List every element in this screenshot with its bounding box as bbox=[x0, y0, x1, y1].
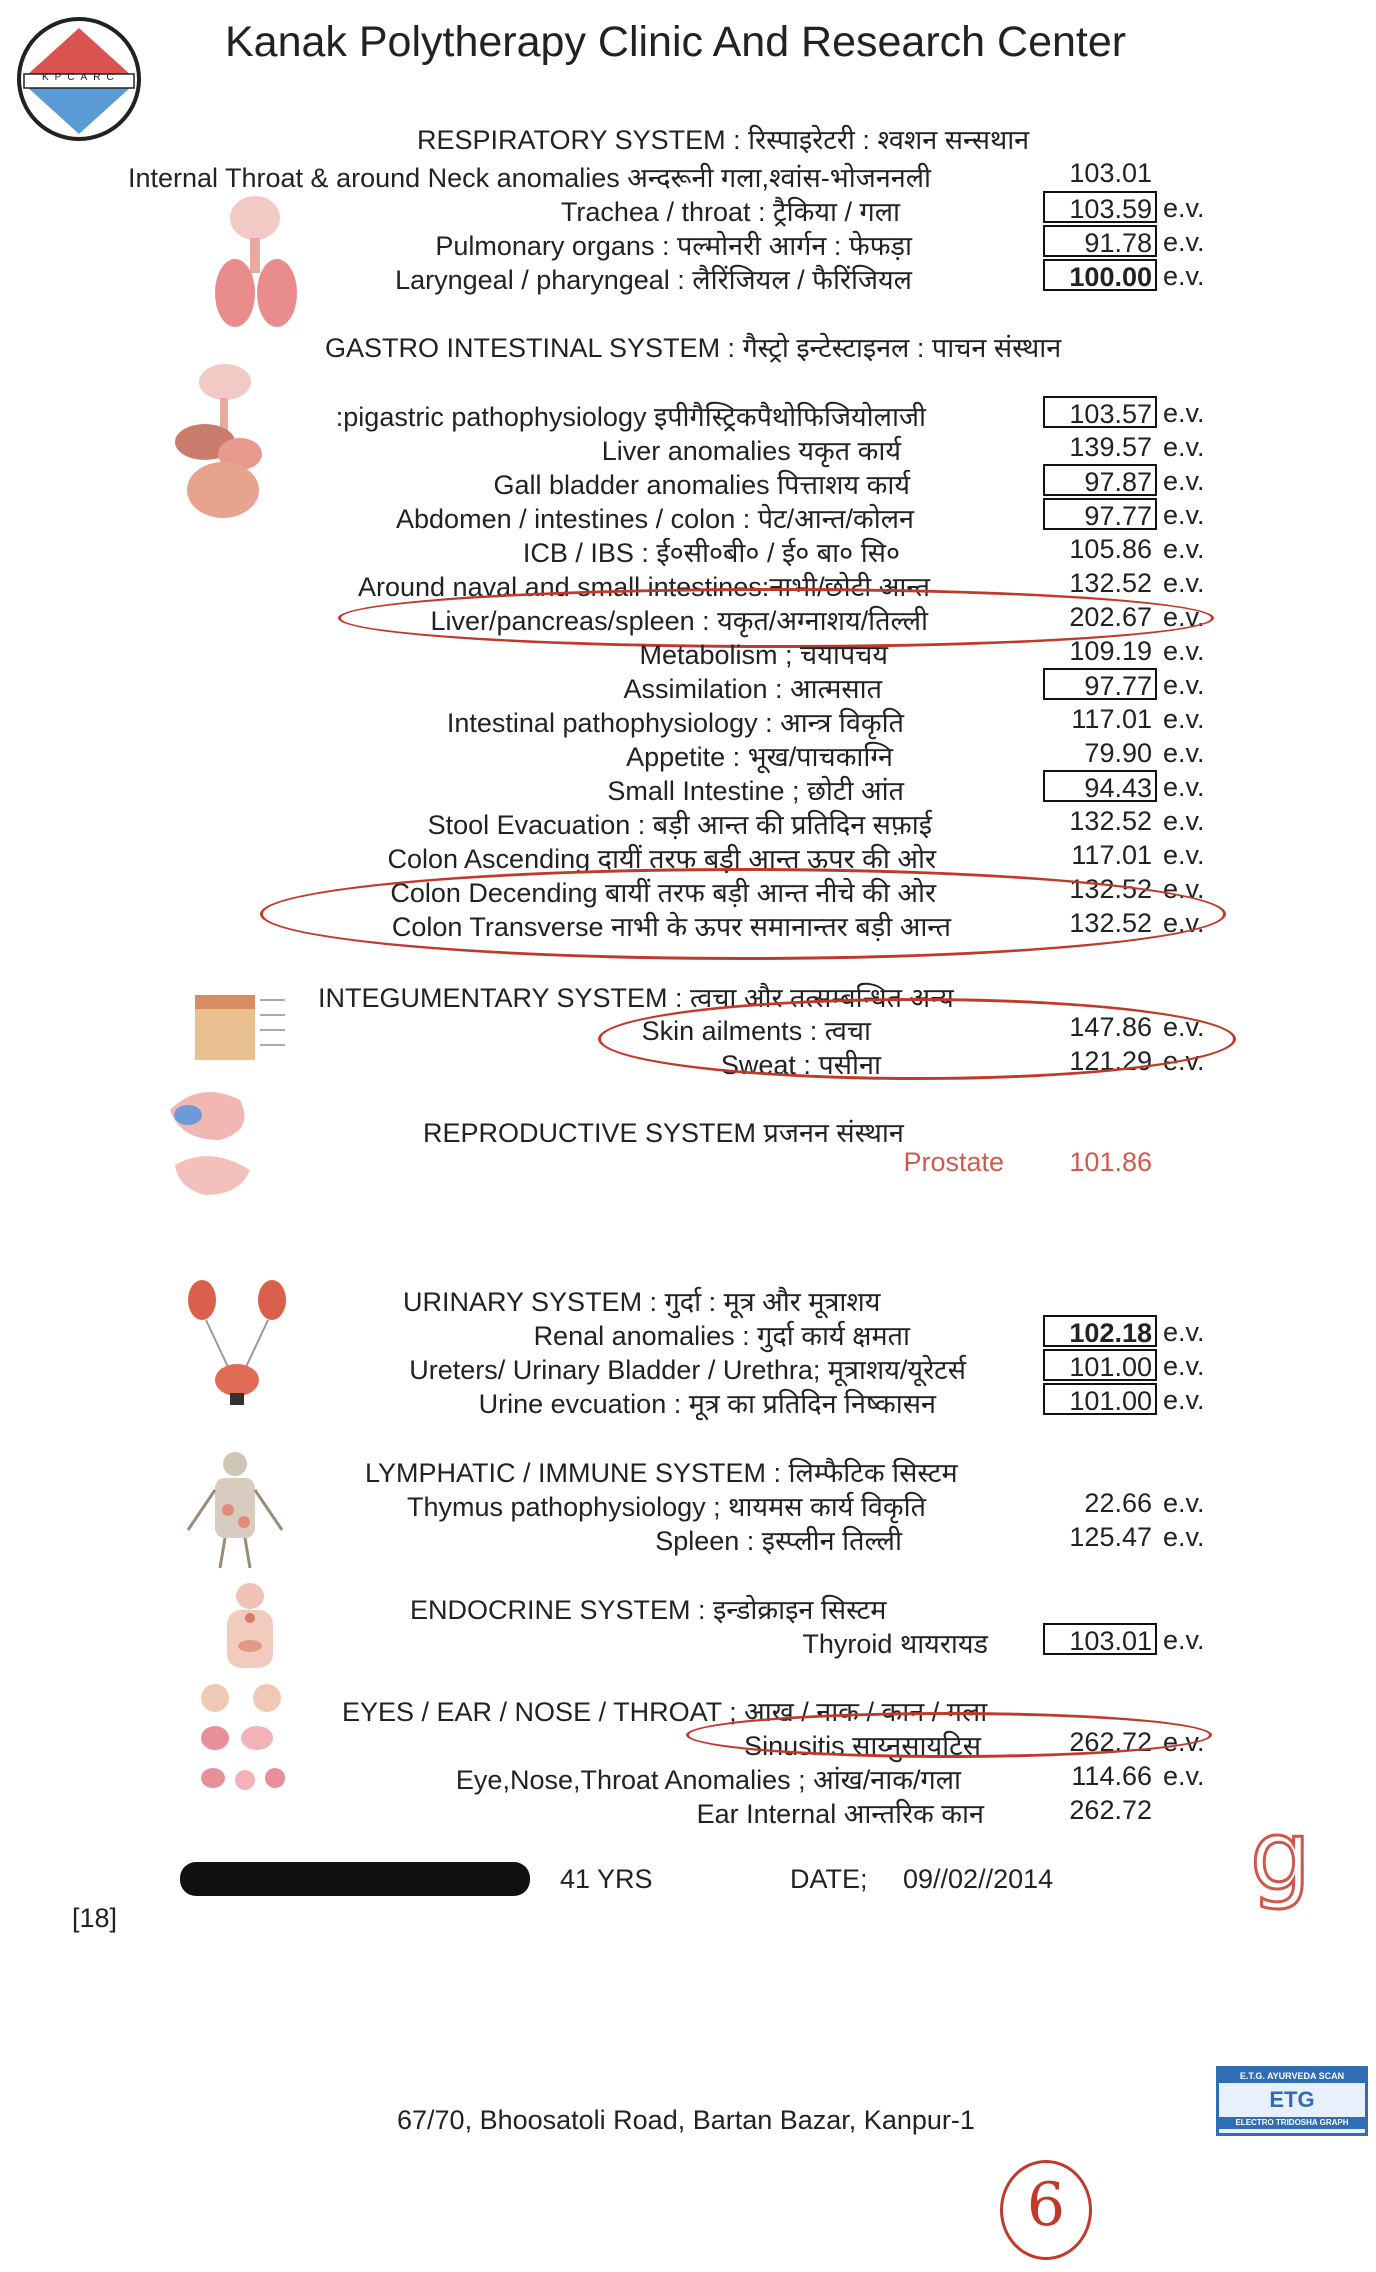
resp-row-label: Trachea / throat : ट्रैकिया / गला bbox=[560, 197, 900, 227]
ent-row-label: Ear Internal आन्तरिक कान bbox=[696, 1799, 984, 1829]
gi-row-value: 132.52 bbox=[1069, 806, 1152, 836]
gi-row-value: 105.86 bbox=[1069, 534, 1152, 564]
resp-row-unit: e.v. bbox=[1163, 227, 1205, 257]
resp-row-label: Laryngeal / pharyngeal : लैरिंजियल / फैरिंजियल bbox=[395, 265, 912, 295]
red-circle-annotation bbox=[598, 998, 1236, 1080]
reproductive-row-label: Prostate bbox=[903, 1147, 1004, 1177]
gi-row-unit: e.v. bbox=[1163, 772, 1205, 802]
gi-row-label: Gall bladder anomalies पित्ताशय कार्य bbox=[493, 470, 910, 500]
gi-row-value: 103.57 bbox=[1043, 396, 1157, 428]
urinary-row-unit: e.v. bbox=[1163, 1317, 1205, 1347]
clinic-address: 67/70, Bhoosatoli Road, Bartan Bazar, Kanpur-1 bbox=[397, 2105, 975, 2135]
skin-row-value: 147.86 bbox=[1069, 1012, 1152, 1042]
gi-row-label: Stool Evacuation : बड़ी आन्त की प्रतिदिन सफ़ाई bbox=[427, 810, 932, 840]
gi-row-label: Colon Ascending दायीं तरफ बड़ी आन्त ऊपर की ओर bbox=[387, 844, 936, 874]
clinic-logo bbox=[14, 14, 144, 144]
urinary-row-label: Urine evcuation : मूत्र का प्रतिदिन निष्कासन bbox=[478, 1389, 936, 1419]
section-heading-reproductive: REPRODUCTIVE SYSTEM प्रजनन संस्थान bbox=[423, 1118, 904, 1148]
skin-anatomy-image bbox=[180, 980, 290, 1070]
gi-row-value: 97.87 bbox=[1043, 464, 1157, 496]
gi-row-unit: e.v. bbox=[1163, 874, 1205, 904]
ent-row-unit: e.v. bbox=[1163, 1727, 1205, 1757]
respiratory-anatomy-image bbox=[205, 193, 310, 333]
gi-row-label: Intestinal pathophysiology : आन्त्र विकृति bbox=[446, 708, 904, 738]
gi-row-value: 94.43 bbox=[1043, 770, 1157, 802]
gi-row-unit: e.v. bbox=[1163, 534, 1205, 564]
endocrine-row-label: Thyroid थायरायड bbox=[802, 1629, 988, 1659]
gi-row-unit: e.v. bbox=[1163, 840, 1205, 870]
section-heading-urinary: URINARY SYSTEM : गुर्दा : मूत्र और मूत्राशय bbox=[403, 1287, 881, 1317]
section-heading-integumentary: INTEGUMENTARY SYSTEM : त्वचा और तत्सम्बन्धित अन्य bbox=[318, 983, 954, 1013]
gi-row-value: 132.52 bbox=[1069, 568, 1152, 598]
section-heading-ent: EYES / EAR / NOSE / THROAT ; आख / नाक / कान / गला bbox=[342, 1697, 988, 1727]
ent-row-unit: e.v. bbox=[1163, 1761, 1205, 1791]
gi-row-value: 132.52 bbox=[1069, 874, 1152, 904]
handwritten-mark: g bbox=[1250, 1800, 1311, 1912]
lymphatic-anatomy-image bbox=[180, 1450, 290, 1570]
ent-row-value: 114.66 bbox=[1071, 1761, 1152, 1791]
gi-row-label: Metabolism ; चयापचय bbox=[639, 640, 888, 670]
urinary-row-value: 101.00 bbox=[1043, 1383, 1157, 1415]
skin-row-label: Sweat : पसीना bbox=[720, 1050, 881, 1080]
gi-row-label: Liver/pancreas/spleen : यकृत/अग्नाशय/तिल्ली bbox=[430, 606, 928, 636]
redacted-patient-name bbox=[180, 1862, 530, 1896]
etg-stamp-top: E.T.G. AYURVEDA SCAN bbox=[1219, 2069, 1365, 2083]
ent-anatomy-image bbox=[195, 1680, 290, 1798]
ent-row-value: 262.72 bbox=[1069, 1727, 1152, 1757]
gi-row-value: 202.67 bbox=[1069, 602, 1152, 632]
gi-row-unit: e.v. bbox=[1163, 636, 1205, 666]
digestive-anatomy-image bbox=[165, 362, 280, 522]
date-label: DATE; bbox=[790, 1864, 868, 1894]
lymphatic-row-unit: e.v. bbox=[1163, 1488, 1205, 1518]
urinary-anatomy-image bbox=[170, 1275, 300, 1410]
gi-row-label: :pigastric pathophysiology इपीगैस्ट्रिकपैथोफिजियोलाजी bbox=[335, 402, 926, 432]
gi-row-unit: e.v. bbox=[1163, 670, 1205, 700]
lymphatic-row-label: Thymus pathophysiology ; थायमस कार्य विकृति bbox=[407, 1492, 926, 1522]
urinary-row-value: 101.00 bbox=[1043, 1349, 1157, 1381]
gi-row-unit: e.v. bbox=[1163, 432, 1205, 462]
gi-row-label: Colon Decending बायीं तरफ बड़ी आन्त नीचे की ओर bbox=[390, 878, 936, 908]
endocrine-row-value: 103.01 bbox=[1043, 1623, 1157, 1655]
lymphatic-row-label: Spleen : इस्प्लीन तिल्ली bbox=[655, 1526, 902, 1556]
page-reference: [18] bbox=[72, 1903, 118, 1933]
urinary-row-label: Renal anomalies : गुर्दा कार्य क्षमता bbox=[533, 1321, 910, 1351]
gi-row-unit: e.v. bbox=[1163, 500, 1205, 530]
logo-text: KPCARC bbox=[42, 72, 120, 83]
gi-row-value: 132.52 bbox=[1069, 908, 1152, 938]
resp-row-label: Pulmonary organs : पल्मोनरी आर्गन : फेफड़ा bbox=[435, 231, 912, 261]
gi-row-label: Abdomen / intestines / colon : पेट/आन्त/कोलन bbox=[396, 504, 914, 534]
skin-row-value: 121.29 bbox=[1069, 1046, 1152, 1076]
gi-row-value: 97.77 bbox=[1043, 498, 1157, 530]
clinic-title: Kanak Polytherapy Clinic And Research Center bbox=[225, 18, 1127, 66]
urinary-row-unit: e.v. bbox=[1163, 1351, 1205, 1381]
section-heading-respiratory: RESPIRATORY SYSTEM : रिस्पाइरेटरी : श्वशन सन्सथान bbox=[417, 125, 1030, 155]
reproductive-anatomy-image bbox=[160, 1070, 275, 1200]
endocrine-row-unit: e.v. bbox=[1163, 1625, 1205, 1655]
section-heading-lymphatic: LYMPHATIC / IMMUNE SYSTEM : लिम्फैटिक सिस्टम bbox=[365, 1458, 958, 1488]
red-circle-annotation bbox=[260, 868, 1226, 960]
resp-row-value: 103.59 bbox=[1043, 191, 1157, 223]
gi-row-label: Colon Transverse नाभी के ऊपर समानान्तर बड़ी आन्त bbox=[391, 912, 951, 942]
gi-row-unit: e.v. bbox=[1163, 602, 1205, 632]
gi-row-label: Liver anomalies यकृत कार्य bbox=[601, 436, 901, 466]
section-heading-endocrine: ENDOCRINE SYSTEM : इन्डोक्राइन सिस्टम bbox=[410, 1595, 887, 1625]
gi-row-label: Small Intestine ; छोटी आंत bbox=[607, 776, 904, 806]
gi-row-unit: e.v. bbox=[1163, 704, 1205, 734]
gi-row-label: Around naval and small intestines:नाभी/छोटी आन्त bbox=[357, 572, 930, 602]
urinary-row-value: 102.18 bbox=[1043, 1315, 1157, 1347]
gi-row-unit: e.v. bbox=[1163, 466, 1205, 496]
handwritten-page-number-text: 6 bbox=[1026, 2170, 1066, 2240]
resp-row-value: 91.78 bbox=[1043, 225, 1157, 257]
ent-row-label: Sinusitis साय्नुसायटिस bbox=[744, 1731, 981, 1761]
gi-row-value: 79.90 bbox=[1084, 738, 1152, 768]
ent-row-value: 262.72 bbox=[1069, 1795, 1152, 1825]
ent-row-label: Eye,Nose,Throat Anomalies ; आंख/नाक/गला bbox=[455, 1765, 961, 1795]
resp-row-unit: e.v. bbox=[1163, 261, 1205, 291]
gi-row-label: Assimilation : आत्मसात bbox=[623, 674, 882, 704]
etg-stamp bbox=[1216, 2066, 1368, 2136]
lymphatic-row-value: 125.47 bbox=[1069, 1522, 1152, 1552]
skin-row-label: Skin ailments : त्वचा bbox=[641, 1016, 871, 1046]
gi-row-value: 117.01 bbox=[1071, 840, 1152, 870]
endocrine-anatomy-image bbox=[205, 1582, 295, 1672]
skin-row-unit: e.v. bbox=[1163, 1012, 1205, 1042]
skin-row-unit: e.v. bbox=[1163, 1046, 1205, 1076]
reproductive-row-value: 101.86 bbox=[1069, 1147, 1152, 1177]
gi-row-label: ICB / IBS : ई०सी०बी० / ई० बा० सि० bbox=[522, 538, 900, 568]
gi-row-unit: e.v. bbox=[1163, 738, 1205, 768]
lymphatic-row-unit: e.v. bbox=[1163, 1522, 1205, 1552]
section-heading-gastro: GASTRO INTESTINAL SYSTEM : गैस्ट्रो इन्टेस्टाइनल : पाचन संस्थान bbox=[325, 333, 1062, 363]
red-circle-annotation bbox=[686, 1712, 1212, 1758]
gi-row-unit: e.v. bbox=[1163, 908, 1205, 938]
resp-row-unit: e.v. bbox=[1163, 193, 1205, 223]
urinary-row-label: Ureters/ Urinary Bladder / Urethra; मूत्राशय/यूरेटर्स bbox=[409, 1355, 966, 1385]
resp-row-value: 100.00 bbox=[1043, 259, 1157, 291]
report-date: 09//02//2014 bbox=[903, 1864, 1054, 1894]
gi-row-value: 97.77 bbox=[1043, 668, 1157, 700]
gi-row-label: Appetite : भूख/पाचकाग्नि bbox=[626, 742, 893, 772]
urinary-row-unit: e.v. bbox=[1163, 1385, 1205, 1415]
lymphatic-row-value: 22.66 bbox=[1084, 1488, 1152, 1518]
etg-stamp-mid: ETG bbox=[1269, 2087, 1315, 2112]
gi-row-unit: e.v. bbox=[1163, 398, 1205, 428]
gi-row-unit: e.v. bbox=[1163, 568, 1205, 598]
resp-row-value: 103.01 bbox=[1069, 158, 1152, 188]
resp-row-label: Internal Throat & around Neck anomalies अन्दरूनी गला,श्वांस-भोजननली bbox=[127, 163, 931, 193]
gi-row-value: 109.19 bbox=[1069, 636, 1152, 666]
gi-row-value: 139.57 bbox=[1069, 432, 1152, 462]
etg-stamp-bottom: ELECTRO TRIDOSHA GRAPH bbox=[1219, 2117, 1365, 2129]
gi-row-unit: e.v. bbox=[1163, 806, 1205, 836]
patient-age: 41 YRS bbox=[560, 1864, 653, 1894]
gi-row-value: 117.01 bbox=[1071, 704, 1152, 734]
